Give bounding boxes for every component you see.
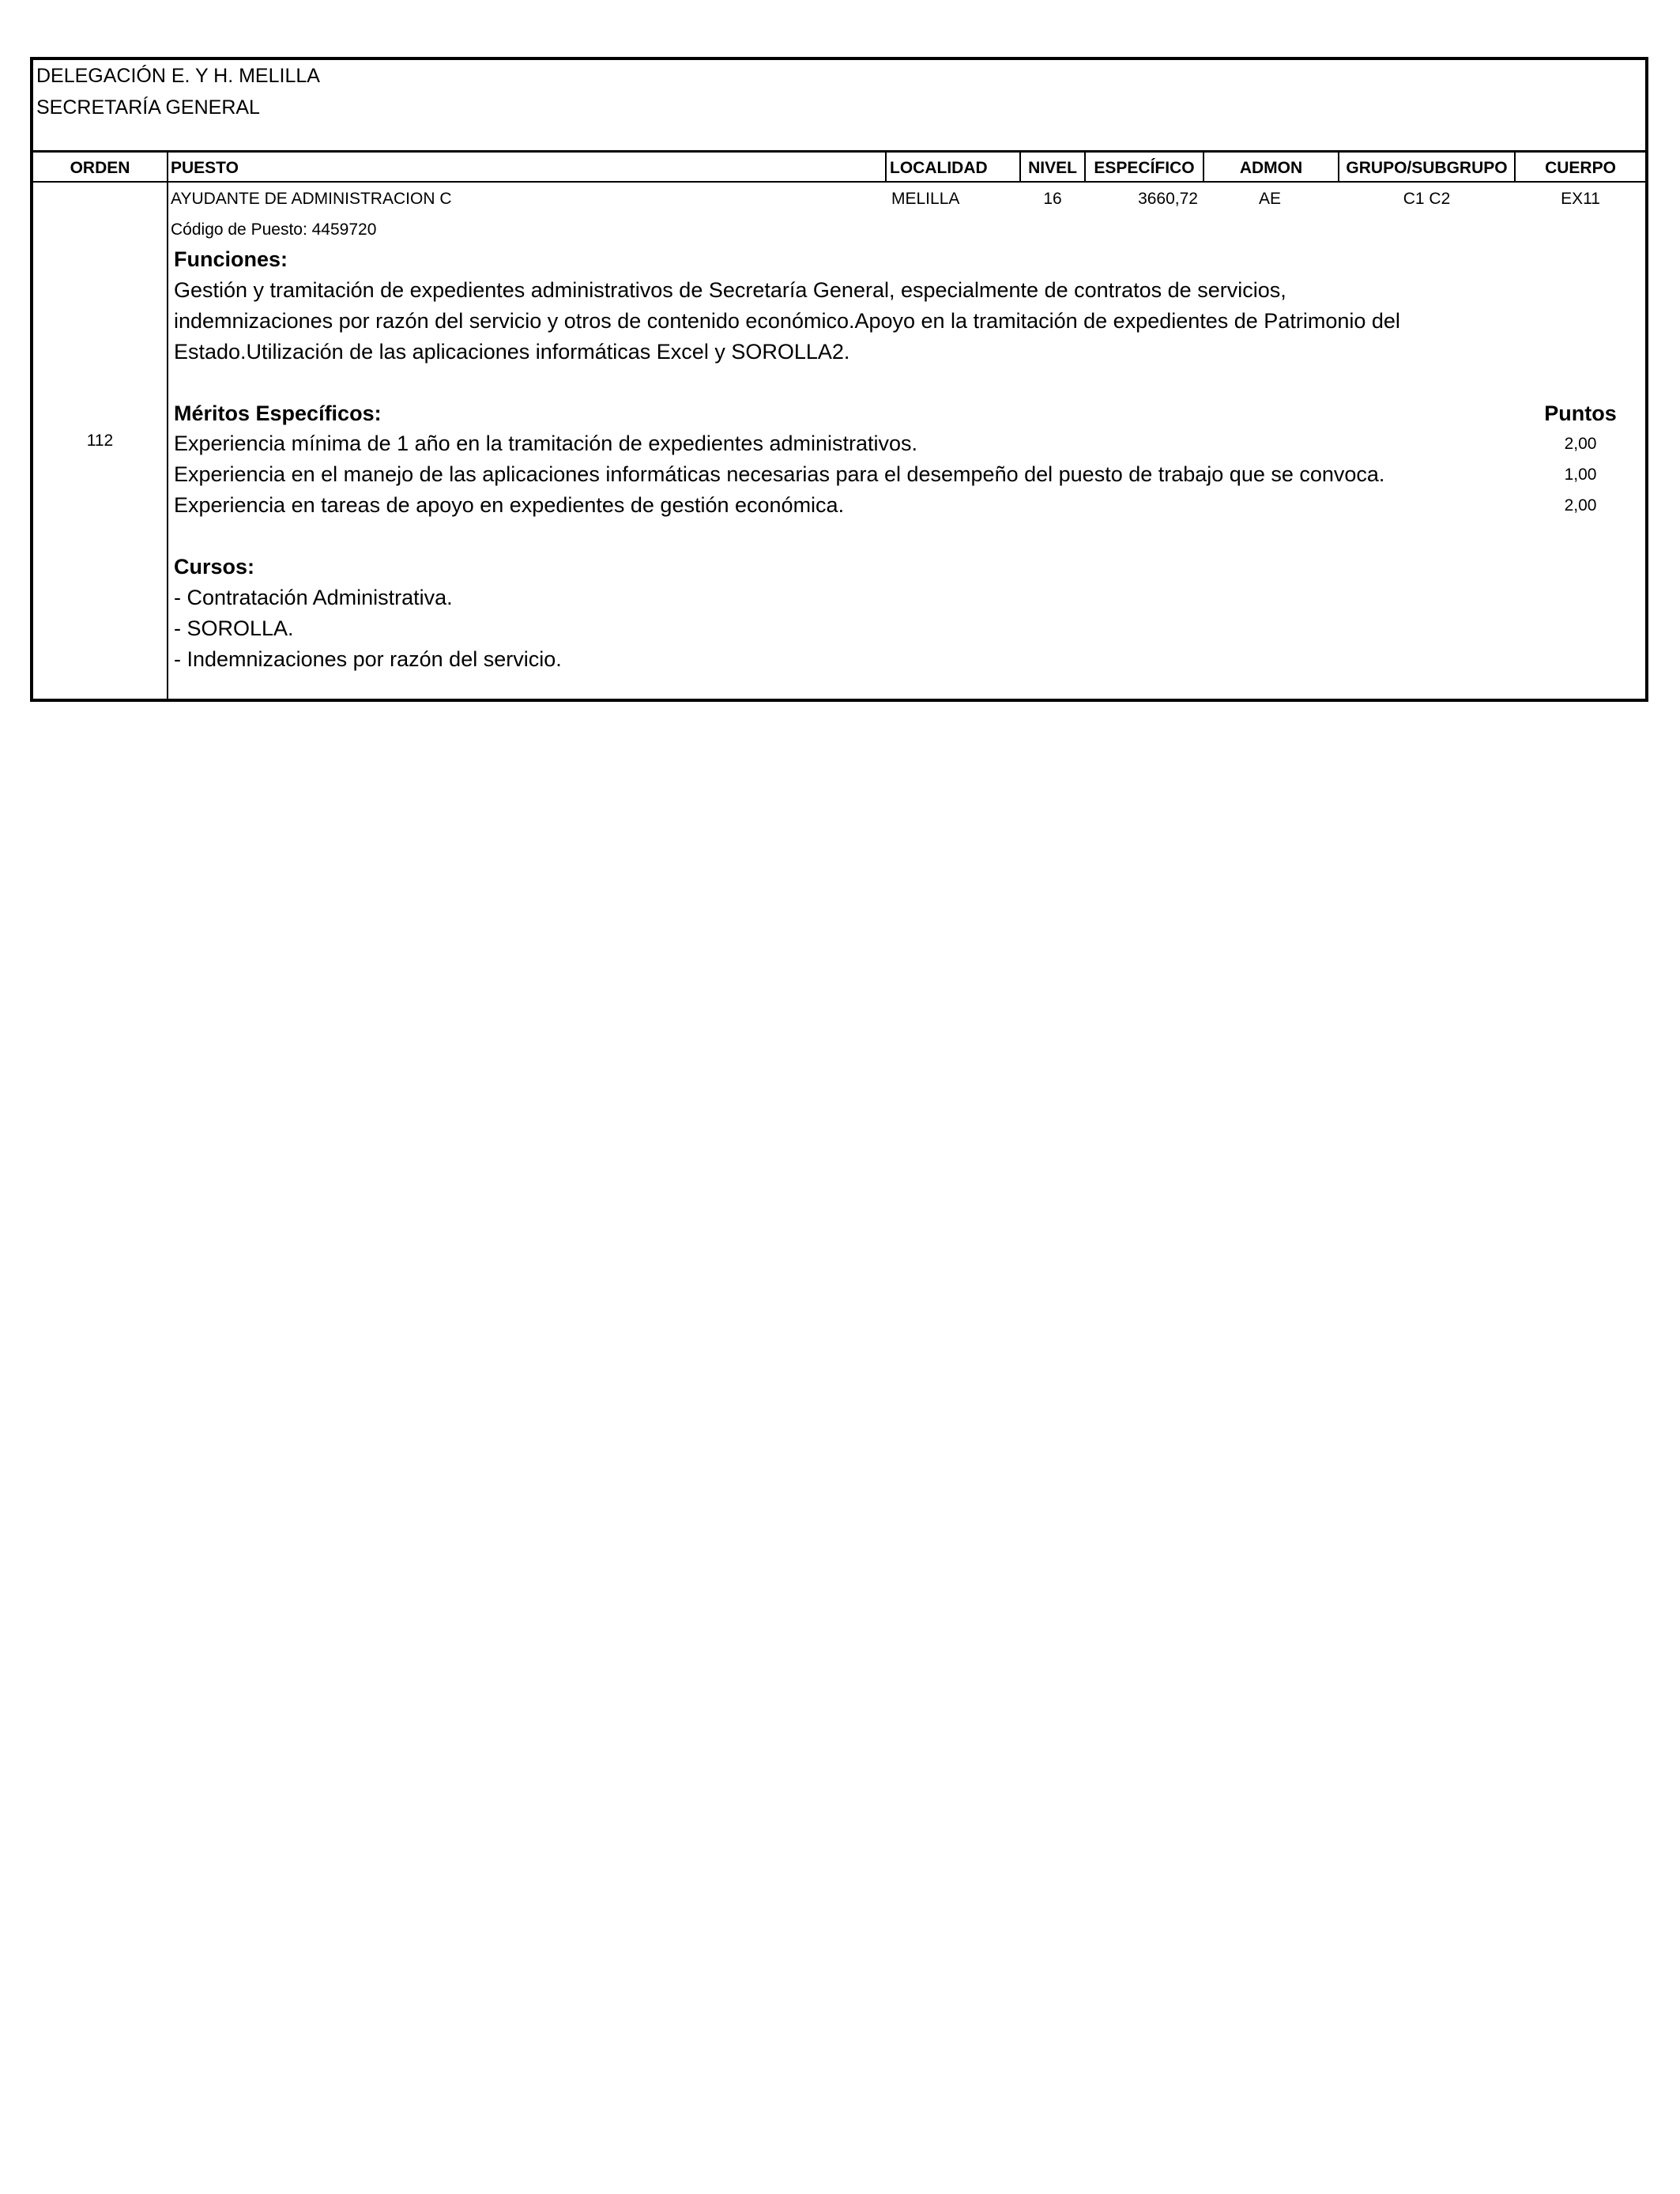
funciones-line: indemnizaciones por razón del servicio y otros de contenido económico.Apoyo en la tramitación de expedientes de Patrimonio del bbox=[174, 309, 1400, 333]
funciones-line: Gestión y tramitación de expedientes administrativos de Secretaría General, especialmente de contratos de servicios, bbox=[174, 278, 1286, 302]
col-nivel: NIVEL bbox=[1028, 159, 1077, 177]
row-especifico: 3660,72 bbox=[1138, 190, 1198, 208]
merito-puntos: 2,00 bbox=[1564, 496, 1597, 515]
row-admon: AE bbox=[1258, 190, 1281, 208]
row-grupo: C1 C2 bbox=[1403, 190, 1451, 208]
cursos-title: Cursos: bbox=[174, 555, 255, 579]
col-admon: ADMON bbox=[1239, 159, 1303, 177]
merito-puntos: 1,00 bbox=[1564, 466, 1597, 484]
col-puesto: PUESTO bbox=[171, 159, 239, 177]
row-nivel: 16 bbox=[1043, 190, 1062, 208]
meritos-title: Méritos Específicos: bbox=[174, 401, 382, 425]
funciones-title: Funciones: bbox=[174, 247, 288, 271]
merito-text: Experiencia mínima de 1 año en la tramitación de expedientes administrativos. bbox=[174, 432, 918, 455]
merito-text: Experiencia en tareas de apoyo en expedientes de gestión económica. bbox=[174, 493, 845, 517]
header-bottom-rule bbox=[33, 181, 1645, 183]
merito-puntos: 2,00 bbox=[1564, 435, 1597, 453]
col-cuerpo: CUERPO bbox=[1545, 159, 1616, 177]
position-table bbox=[30, 57, 1648, 702]
puntos-title: Puntos bbox=[1544, 401, 1617, 425]
row-localidad: MELILLA bbox=[891, 190, 960, 208]
col-grupo: GRUPO/SUBGRUPO bbox=[1346, 159, 1508, 177]
curso-item: - SOROLLA. bbox=[174, 616, 294, 640]
col-orden: ORDEN bbox=[70, 159, 130, 177]
header-line-2: SECRETARÍA GENERAL bbox=[36, 96, 260, 119]
funciones-line: Estado.Utilización de las aplicaciones informáticas Excel y SOROLLA2. bbox=[174, 340, 850, 364]
curso-item: - Contratación Administrativa. bbox=[174, 586, 453, 609]
row-puesto: AYUDANTE DE ADMINISTRACION C bbox=[171, 190, 452, 208]
header-line-1: DELEGACIÓN E. Y H. MELILLA bbox=[36, 65, 320, 87]
orden-column-divider bbox=[167, 150, 168, 699]
header-top-rule bbox=[33, 150, 1645, 153]
localidad-divider bbox=[885, 150, 887, 183]
curso-item: - Indemnizaciones por razón del servicio. bbox=[174, 647, 562, 671]
col-especifico: ESPECÍFICO bbox=[1094, 159, 1195, 177]
codigo-puesto: Código de Puesto: 4459720 bbox=[171, 221, 377, 239]
merito-text: Experiencia en el manejo de las aplicaciones informáticas necesarias para el desempeño del puesto de trabajo que se convoca. bbox=[174, 462, 1385, 486]
col-localidad: LOCALIDAD bbox=[890, 159, 988, 177]
row-cuerpo: EX11 bbox=[1561, 190, 1600, 208]
row-orden: 112 bbox=[86, 432, 114, 450]
